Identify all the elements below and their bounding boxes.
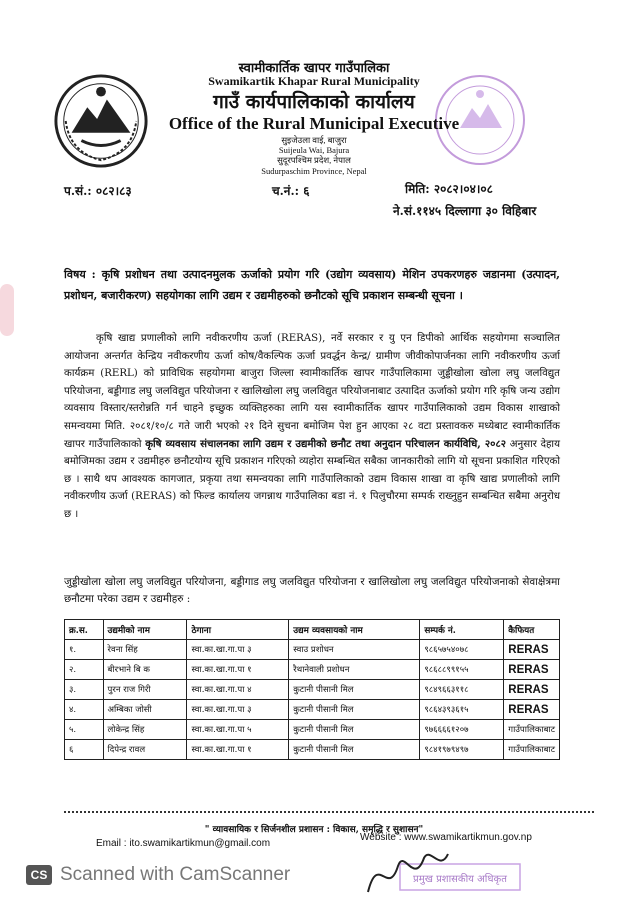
municipality-name-en: Swamikartik Khapar Rural Municipality <box>208 74 420 88</box>
cell-business: रैथानेवाली प्रशोधन <box>289 660 420 680</box>
header-address: ठेगाना <box>187 620 289 640</box>
cell-contact: ९८६८८९९१५५ <box>420 660 504 680</box>
signature-stamp <box>364 842 524 902</box>
reference-number: प.सं.: ०८२।८३ <box>64 184 132 198</box>
cell-remarks: RERAS <box>504 640 560 660</box>
cell-business: कुटानी पीसानी मिल <box>289 700 420 720</box>
cell-remarks: गाउँपालिकाबाट <box>504 740 560 760</box>
footer-divider <box>64 811 594 813</box>
cell-contact: ९८४१९७९४९७ <box>420 740 504 760</box>
cell-address: स्वा.का.खा.गा.पा १ <box>187 740 289 760</box>
cell-address: स्वा.का.खा.गा.पा ५ <box>187 720 289 740</box>
cell-remarks: RERAS <box>504 680 560 700</box>
cell-remarks: RERAS <box>504 700 560 720</box>
cell-address: स्वा.का.खा.गा.पा ३ <box>187 640 289 660</box>
table-row <box>65 640 560 660</box>
cell-contact: ९७६६६६१२०७ <box>420 720 504 740</box>
header-contact: सम्पर्क नं. <box>420 620 504 640</box>
address-line-2: Suijeula Wai, Bajura <box>278 145 350 155</box>
camscanner-watermark: Scanned with CamScanner <box>60 864 291 885</box>
cell-name: दिपेन्द्र रावल <box>103 740 187 760</box>
header-business: उद्यम व्यवसायको नाम <box>289 620 420 640</box>
cell-business: कुटानी पीसानी मिल <box>289 680 420 700</box>
header-serial: क्र.स. <box>65 620 104 640</box>
office-name-en: Office of the Rural Municipal Executive <box>168 114 460 133</box>
cell-address: स्वा.का.खा.गा.पा ४ <box>187 680 289 700</box>
selected-entrepreneurs-table <box>64 619 560 760</box>
address-line-3: सुदूरपश्चिम प्रदेश, नेपाल <box>277 155 351 165</box>
municipality-name-np: स्वामीकार्तिक खापर गाउँपालिका <box>238 61 390 76</box>
address-line-1: सुइजेउला वाई, बाजुरा <box>281 135 347 145</box>
table-row <box>65 680 560 700</box>
cell-serial: ४. <box>65 700 104 720</box>
address-line-4: Sudurpaschim Province, Nepal <box>261 166 367 176</box>
cell-business: कुटानी पीसानी मिल <box>289 740 420 760</box>
footer-website: Website : www.swamikartikmun.gov.np <box>360 832 532 843</box>
table-header-row <box>65 620 560 640</box>
footer-motto: " व्यावसायिक र सिर्जनशील प्रशासन : विकास, समृद्धि र सुशासन" <box>204 825 424 835</box>
cell-business: कुटानी पीसानी मिल <box>289 720 420 740</box>
signature-title: प्रमुख प्रशासकीय अधिकृत <box>413 874 507 885</box>
office-name-np: गाउँ कार्यपालिकाको कार्यालय <box>213 91 415 113</box>
date: मिति: २०८२।०४।०८ <box>405 182 493 196</box>
cell-name: लोकेन्द्र सिंह <box>103 720 187 740</box>
scan-smudge <box>0 284 14 336</box>
header-name: उद्यमीको नाम <box>103 620 187 640</box>
table-row <box>65 700 560 720</box>
cell-contact: ९८६४३९३६१५ <box>420 700 504 720</box>
cell-business: स्वाउ प्रशोधन <box>289 640 420 660</box>
cell-name: रेवना सिंह <box>103 640 187 660</box>
cell-serial: १. <box>65 640 104 660</box>
cell-serial: २. <box>65 660 104 680</box>
table-intro: जुड्डीखोला खोला लघु जलविद्युत परियोजना, बड्डीगाड लघु जलविद्युत परियोजना र खालिखोला लघु जलविद्युत परियोजनाको सेवाक्षेत्रमा छनौटमा परेका उद्यम र उद्यमीहरु : <box>64 576 560 605</box>
body-procedure-title: कृषि व्यवसाय संचालनका लागि उद्यम र उद्यमीको छनौट तथा अनुदान परिचालन कार्यविधि, २०८२ <box>145 437 507 450</box>
dispatch-number: च.नं.: ६ <box>272 184 310 198</box>
cell-name: अम्बिका जोसी <box>103 700 187 720</box>
cell-contact: ९८४९६६३११८ <box>420 680 504 700</box>
cell-address: स्वा.का.खा.गा.पा ३ <box>187 700 289 720</box>
cell-name: पुरन राज गिरी <box>103 680 187 700</box>
table-row <box>65 740 560 760</box>
cell-remarks: गाउँपालिकाबाट <box>504 720 560 740</box>
header-remarks: कैफियत <box>504 620 560 640</box>
notice-body <box>64 330 560 524</box>
cell-address: स्वा.का.खा.गा.पा १ <box>187 660 289 680</box>
table-row <box>65 720 560 740</box>
cell-serial: ३. <box>65 680 104 700</box>
table-row <box>65 660 560 680</box>
cell-serial: ५. <box>65 720 104 740</box>
camscanner-logo: CS <box>26 865 52 885</box>
footer-email: Email : ito.swamikartikmun@gmail.com <box>96 838 271 849</box>
cell-contact: ९८६५७५४०७८ <box>420 640 504 660</box>
cell-name: बीरभाने बि क <box>103 660 187 680</box>
body-text-1: कृषि खाद्य प्रणालीको लागि नवीकरणीय ऊर्जा (RERAS), नर्वे सरकार र यु एन डिपीको आर्थिक सहयोगमा सञ्चालित आयोजना अन्तर्गत केन्द्रिय नवीकरणीय ऊर्जा कोष/वैकल्पिक ऊर्जा प्रवर्द्धन केन्द्र/ ग्रामीण जीवीकोपार्जनका लागि नवीकरणीय ऊर्जा कार्यक्रम (RERL) को प्राविधिक सहयोगमा बाजुरा जिल्ला स्वामीकार्तिक खापर गाउँपालिकामा जुड्डीखोला खोला लघु जलविद्युत परियोजना, बड्डीगाड लघु जलविद्युत परियोजना र खालिखोला लघु जलविद्युत परियोजनाबाट उत्पादित ऊर्जाको प्रयोग गरि कृषि जन्य उद्योग व्यवसाय विस्तार/स्तरोन्नति गर्न चाहने इच्छुक व्यक्तिहरुका लागि यस स्वामीकार्तिक खापर गाउँपालिकाको उद्यम विकास शाखाको समन्वयमा मिति. २०८१/१०/८ गते जारी भएको २१ दिने सुचना बमोजिम पेश हुन आएका २८ वटा प्रस्तावकरु मध्येबाट स्वामीकार्तिक खापर गाउँपालिकाको <box>64 333 560 450</box>
cell-remarks: RERAS <box>504 660 560 680</box>
nepal-samvat-date: ने.सं.११४५ दिल्लागा ३० विहिबार <box>393 204 537 218</box>
notice-subject: विषय : कृषि प्रशोधन तथा उत्पादनमुलक ऊर्जाको प्रयोग गरि (उद्योग व्यवसाय) मेशिन उपकरणहरु जडानमा (उत्पादन, प्रशोधन, बजारीकरण) सहयोगका लागि उद्यम र उद्यमीहरुको छनौटको सूचि प्रकाशन सम्बन्धी सूचना । <box>64 268 560 302</box>
cell-serial: ६ <box>65 740 104 760</box>
body-text-2: अनुसार देहाय बमोजिमका उद्यम र उद्यमीहरु छनौटयोग्य सूचि प्रकाशन गरिएको व्यहोरा सम्बन्धित सबैका जानकारीको लागि यो सूचना प्रकाशित गरिएको छ । साथै थप आवश्यक कागजात, प्रकृया तथा समन्वयका लागि गाउँपालिकाको उद्यम विकास शाखा वा कृषि खाद्य प्रणालीको लागि नवीकरणीय ऊर्जा (RERAS) को फिल्ड कार्यालय जगन्नाथ गाउँपालिका बडा नं. १ पिलुचौरमा सम्पर्क राख्नुहुन सम्बन्धित सबैमा अनुरोध छ । <box>64 438 560 520</box>
